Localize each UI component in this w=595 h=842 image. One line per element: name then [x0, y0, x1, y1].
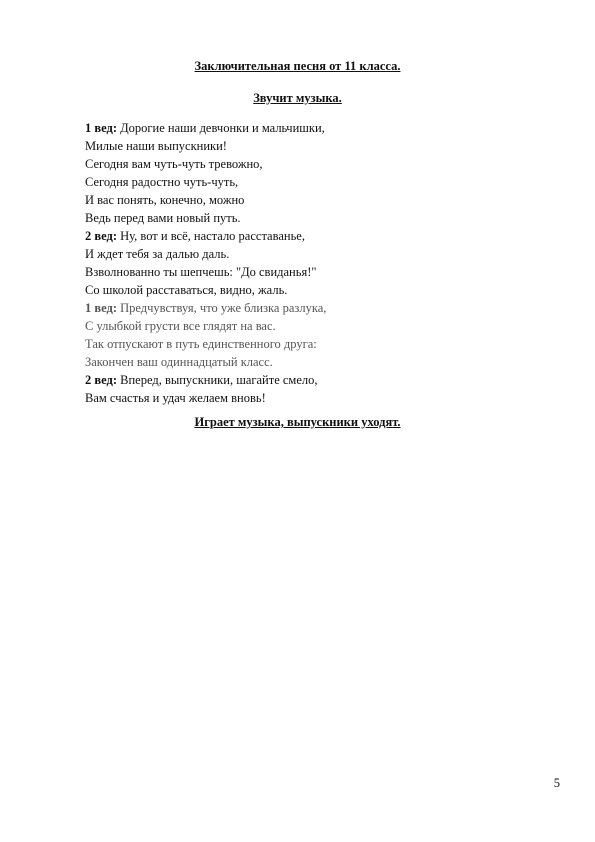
verse-text: Милые наши выпускники! — [85, 139, 227, 153]
verse-line — [85, 137, 525, 155]
speaker-label: 1 вед: — [85, 301, 117, 315]
verse-line — [85, 227, 525, 245]
verse-text: Ну, вот и всё, настало расставанье, — [117, 229, 305, 243]
verse-text: Сегодня вам чуть-чуть тревожно, — [85, 157, 263, 171]
verse-line — [85, 263, 525, 281]
speaker-label: 2 вед: — [85, 229, 117, 243]
verse-line — [85, 335, 525, 353]
speaker-label: 2 вед: — [85, 373, 117, 387]
verse-text: И ждет тебя за далью даль. — [85, 247, 230, 261]
verse-text: Предчувствуя, что уже близка разлука, — [117, 301, 327, 315]
page-number: 5 — [553, 776, 560, 790]
verse-line — [85, 353, 525, 371]
verse-text: Дорогие наши девчонки и мальчишки, — [117, 121, 325, 135]
verse-text: Так отпускают в путь единственного друга: — [85, 337, 317, 351]
verse-text: Вам счастья и удач желаем вновь! — [85, 391, 266, 405]
page-title: Заключительная песня от 11 класса. — [194, 59, 401, 73]
verse-line — [85, 317, 525, 335]
verse-text: И вас понять, конечно, можно — [85, 193, 245, 207]
verse-text: Взволнованно ты шепчешь: "До свиданья!" — [85, 265, 317, 279]
stage-direction-music: Звучит музыка. — [253, 91, 342, 105]
speaker-label: 1 вед: — [85, 121, 117, 135]
verse-line — [85, 119, 525, 137]
verse-text: Вперед, выпускники, шагайте смело, — [117, 373, 318, 387]
verse-text: Сегодня радостно чуть-чуть, — [85, 175, 239, 189]
verse-line — [85, 281, 525, 299]
verse-text: Со школой расставаться, видно, жаль. — [85, 283, 288, 297]
verse-line — [85, 371, 525, 389]
stage-direction-exit: Играет музыка, выпускники уходят. — [194, 415, 401, 429]
verse-line — [85, 245, 525, 263]
verse-text: Закончен ваш одиннадцатый класс. — [85, 355, 273, 369]
verse-text: Ведь перед вами новый путь. — [85, 211, 241, 225]
verse-line — [85, 191, 525, 209]
verse-line — [85, 155, 525, 173]
verse-text: С улыбкой грусти все глядят на вас. — [85, 319, 276, 333]
verse-line — [85, 209, 525, 227]
verse-line — [85, 173, 525, 191]
song-verses — [85, 119, 525, 407]
verse-line — [85, 389, 525, 407]
verse-line — [85, 299, 525, 317]
